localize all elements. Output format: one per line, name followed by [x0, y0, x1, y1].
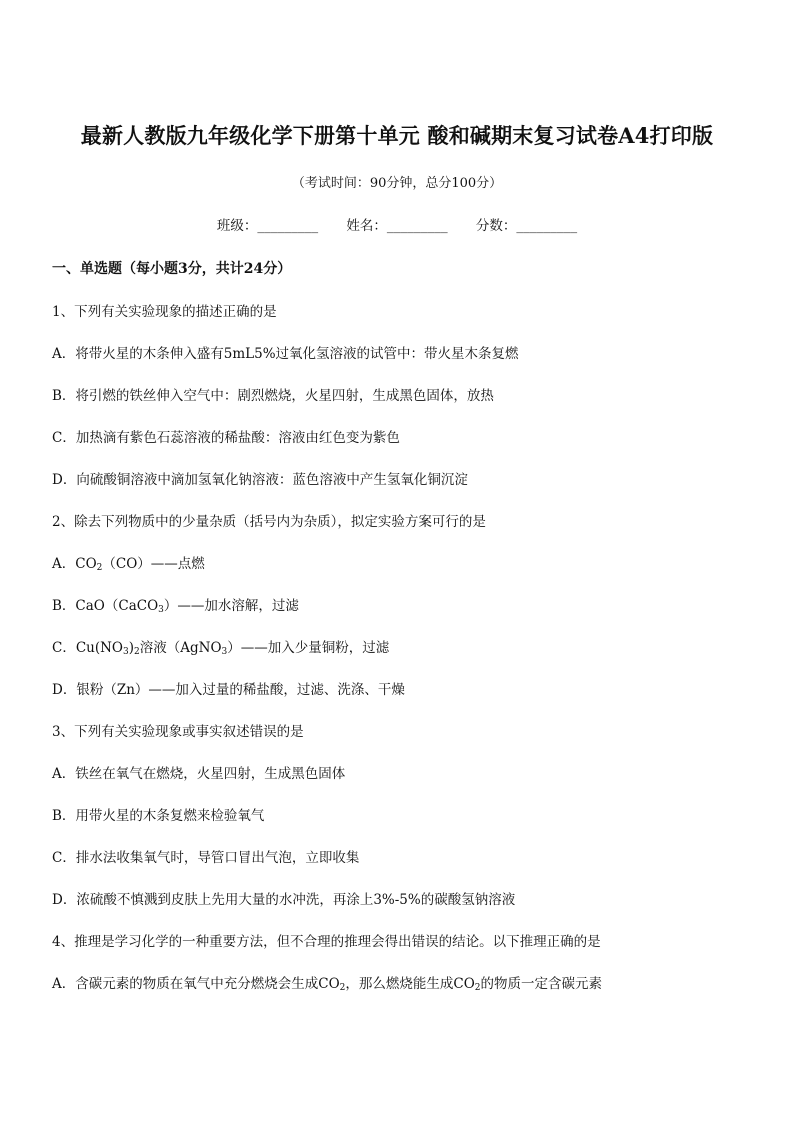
- question-1-option-d: D．向硫酸铜溶液中滴加氢氧化钠溶液：蓝色溶液中产生氢氧化铜沉淀: [52, 472, 468, 488]
- exam-info: （考试时间：90分钟，总分100分）: [291, 176, 503, 191]
- name-field: 姓名：_________: [346, 218, 448, 234]
- question-3-option-d: D．浓硫酸不慎溅到皮肤上先用大量的水冲洗，再涂上3%-5%的碳酸氢钠溶液: [52, 892, 516, 908]
- question-3-option-b: B．用带火星的木条复燃来检验氧气: [52, 808, 265, 824]
- student-info-fields: [0, 214, 794, 234]
- question-4-option-a: A．含碳元素的物质在氧气中充分燃烧会生成$CO_2$，那么燃烧能生成$CO_2$的物质一定含碳元素: [52, 976, 603, 993]
- question-1-option-c: C．加热滴有紫色石蕊溶液的稀盐酸：溶液由红色变为紫色: [52, 430, 400, 446]
- question-1-option-b: B．将引燃的铁丝伸入空气中：剧烈燃烧，火星四射，生成黑色固体，放热: [52, 388, 494, 404]
- question-4-stem: 4、推理是学习化学的一种重要方法，但不合理的推理会得出错误的结论。以下推理正确的是: [52, 934, 601, 950]
- question-1-option-a: A．将带火星的木条伸入盛有5mL5%过氧化氢溶液的试管中：带火星木条复燃: [52, 346, 519, 362]
- question-2-stem: 2、除去下列物质中的少量杂质（括号内为杂质），拟定实验方案可行的是: [52, 514, 486, 530]
- question-1-stem: 1、下列有关实验现象的描述正确的是: [52, 304, 277, 320]
- question-2-option-b: B．CaO（CaCO$_3$）——加水溶解，过滤: [52, 598, 299, 615]
- section-heading: 一、单选题（每小题3分，共计24分）: [52, 261, 292, 277]
- question-2-option-a: A．$CO_2(CO)——$点燃: [52, 556, 205, 573]
- class-field: 班级：_________: [216, 218, 319, 234]
- question-2-option-c: C．$Cu(NO_3)_2$溶液（AgNO$_3$）——加入少量铜粉，过滤: [52, 640, 390, 657]
- question-3-option-c: C．排水法收集氧气时，导管口冒出气泡，立即收集: [52, 850, 360, 866]
- page-title: 最新人教版九年级化学下册第十单元 酸和碱期末复习试卷A4打印版: [80, 123, 714, 148]
- question-3-option-a: A．铁丝在氧气在燃烧，火星四射，生成黑色固体: [52, 766, 346, 782]
- question-2-option-d: D．银粉（Zn）——加入过量的稀盐酸，过滤、洗涤、干燥: [52, 682, 405, 698]
- score-field: 分数：_________: [475, 218, 578, 234]
- question-3-stem: 3、下列有关实验现象或事实叙述错误的是: [52, 724, 304, 740]
